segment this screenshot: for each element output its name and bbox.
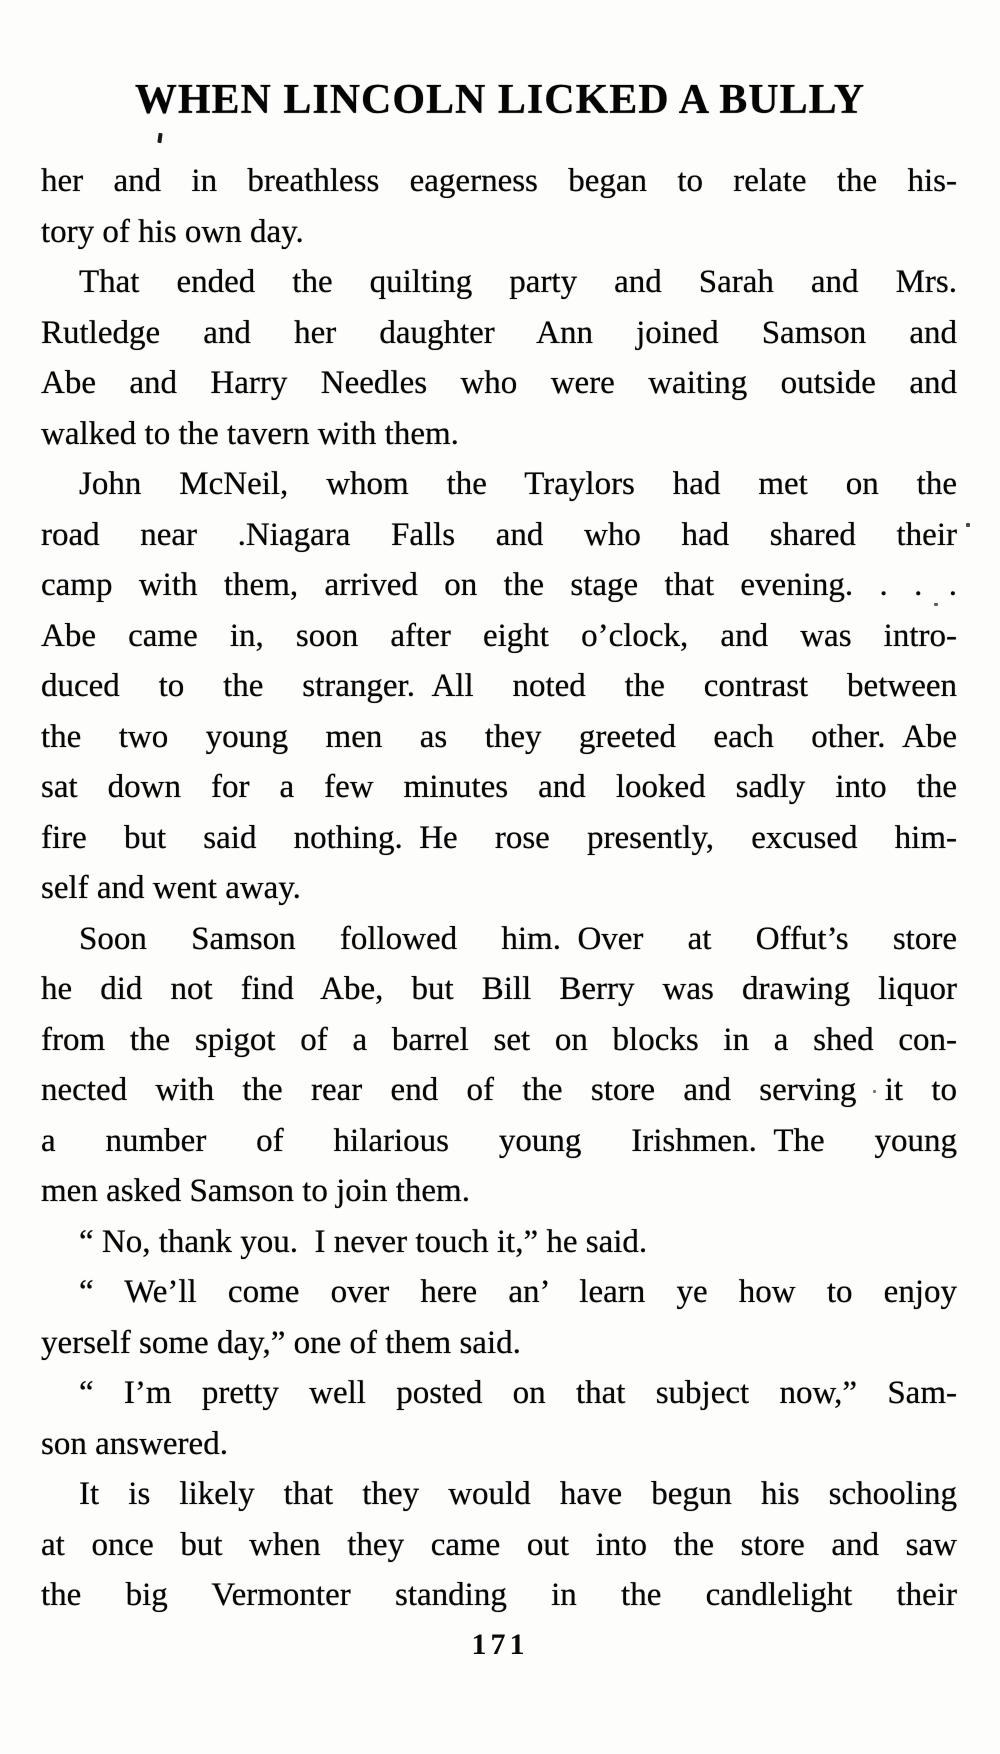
page-body-text (41, 156, 957, 1621)
page-number: 171 (471, 1628, 529, 1661)
text-line: fire but said nothing. He rose presently, excused him- (41, 819, 957, 856)
text-line: That ended the quilting party and Sarah and Mrs. (79, 264, 957, 300)
text-line: Abe and Harry Needles who were waiting outside and (41, 365, 957, 401)
text-line: Soon Samson followed him. Over at Offut’s store (79, 920, 957, 957)
text-line: “ We’ll come over here an’ learn ye how to enjoy (79, 1274, 957, 1310)
text-line: duced to the stranger. All noted the contrast between (41, 668, 957, 704)
text-line: road near .Niagara Falls and who had shared their (41, 516, 957, 553)
text-line: Rutledge and her daughter Ann joined Samson and (41, 314, 957, 351)
text-line: at once but when they came out into the store and saw (41, 1526, 957, 1563)
text-line: It is likely that they would have begun his schooling (79, 1476, 957, 1512)
text-line: men asked Samson to join them. (41, 1173, 470, 1209)
page-heading: WHEN LINCOLN LICKED A BULLY (134, 77, 866, 123)
text-line: John McNeil, whom the Traylors had met on the (79, 466, 957, 502)
text-line: tory of his own day. (41, 213, 304, 250)
text-line: Abe came in, soon after eight o’clock, and was intro- (41, 617, 957, 654)
ink-speck-artifact (157, 133, 162, 143)
text-line: camp with them, arrived on the stage that evening. . . . (41, 567, 957, 603)
text-line: her and in breathless eagerness began to relate the his- (41, 163, 957, 199)
text-line: self and went away. (41, 870, 301, 906)
text-line: “ No, thank you. I never touch it,” he said. (79, 1223, 648, 1260)
ink-speck-artifact (966, 523, 970, 527)
text-line: from the spigot of a barrel set on blocks in a shed con- (41, 1021, 957, 1058)
text-line: sat down for a few minutes and looked sadly into the (41, 769, 957, 805)
text-line: yerself some day,” one of them said. (41, 1324, 521, 1361)
text-line: a number of hilarious young Irishmen. The young (41, 1122, 957, 1159)
text-line: the big Vermonter standing in the candlelight their (41, 1577, 957, 1613)
text-line: son answered. (41, 1425, 228, 1462)
text-line: he did not find Abe, but Bill Berry was drawing liquor (41, 971, 957, 1007)
text-line: “ I’m pretty well posted on that subject now,” Sam- (79, 1375, 957, 1411)
text-line: the two young men as they greeted each other. Abe (41, 718, 957, 755)
text-line: walked to the tavern with them. (41, 415, 459, 452)
text-line: nected with the rear end of the store and serving it to (41, 1072, 957, 1108)
